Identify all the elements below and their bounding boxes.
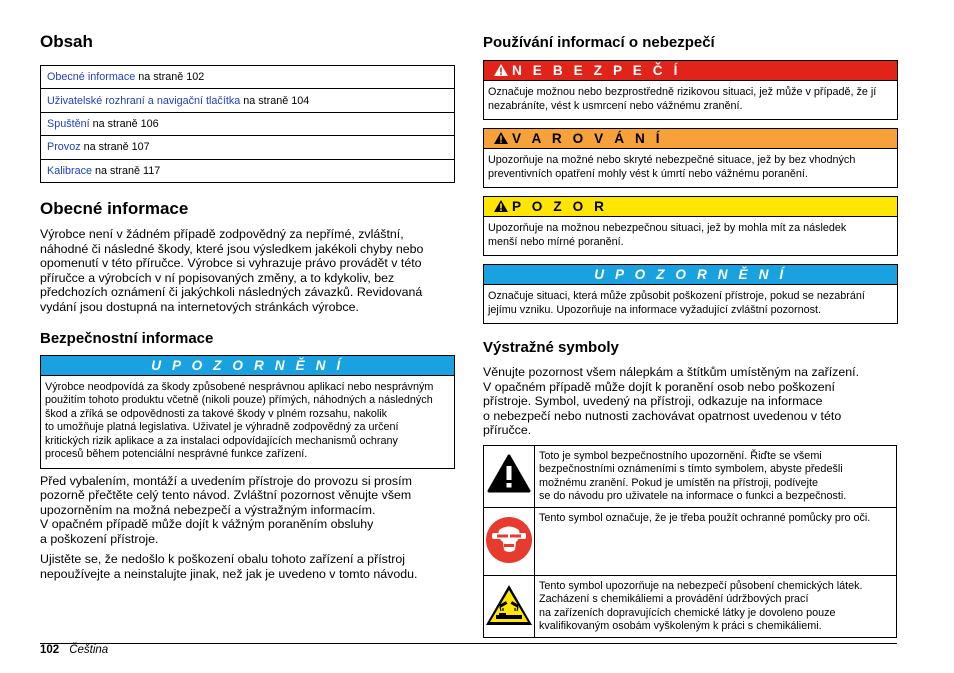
toc-row: [41, 89, 455, 112]
toc-page-ref: na straně 107: [80, 141, 150, 154]
text-line: Tento symbol označuje, že je třeba použít ochranné pomůcky pro oči.: [539, 512, 871, 525]
text-line: kvalifikovaným osobám vyškoleným k práci s chemikáliemi.: [539, 620, 822, 633]
symbol-row: [484, 445, 897, 507]
text-line: Označuje možnou nebo bezprostředně rizikovou situaci, jež může v případě, že jí: [488, 86, 877, 98]
left-column: [40, 30, 455, 582]
text-line: bezpečnostními oznámeními s tímto symbolem, abyste předešli: [539, 463, 843, 476]
toc-link[interactable]: Provoz: [47, 141, 81, 154]
text-line: jejímu vzniku. Upozorňuje na informace vyžadující zvláštní pozornost.: [488, 303, 822, 316]
hazard-info-heading: Používání informací o nebezpečí: [483, 34, 715, 51]
toc-page-ref: na straně 104: [240, 94, 310, 107]
caution-label: [484, 197, 897, 216]
text-line: Označuje situaci, která může způsobit poškození přístroje, pokud se nezabrání: [488, 290, 865, 302]
packaging-paragraph: [40, 552, 455, 581]
general-info-heading: Obecné informace: [40, 198, 189, 218]
right-column: [483, 30, 897, 638]
text-line: Zacházení s chemikáliemi a provádění údržbových prací: [539, 593, 809, 606]
symbol-row: [484, 508, 897, 576]
text-line: přístroje. Symbol, uvedený na přístroji, odkazuje na informace: [483, 394, 823, 409]
caution-box: [483, 196, 898, 256]
warning-triangle-icon: [494, 132, 508, 144]
text-line: nepoužívejte a neinstalujte jinak, než jak je uvedeno v tomto návodu.: [40, 567, 418, 582]
text-line: škod a zříká se odpovědnosti za takové škody v plném rozsahu, nakolik: [45, 407, 388, 420]
text-line: možnému zranění. Pokud je umístěn na přístroji, podívejte: [539, 476, 819, 489]
text-line: Výrobce není v žádném případě zodpovědný za nepřímé, zvláštní,: [40, 226, 404, 241]
footer-language: Čeština: [69, 644, 109, 656]
toc-row: [41, 66, 455, 89]
unpack-paragraph: [40, 474, 455, 547]
text-line: Před vybalením, montáží a uvedením přístroje do provozu si prosím: [40, 473, 412, 488]
text-line: příručce a výrobcích v ní popisovaných změny, a to kdykoliv, bez: [40, 270, 395, 285]
text-line: Ujistěte se, že nedošlo k poškození obalu tohoto zařízení a přístroj: [40, 552, 406, 567]
text-line: Toto je symbol bezpečnostního upozornění. Řiďte se všemi: [539, 449, 822, 462]
toc-link[interactable]: Kalibrace: [47, 164, 93, 177]
symbol-row: [484, 576, 897, 638]
notice-box: [483, 264, 898, 324]
footer-divider: [40, 643, 897, 644]
text-line: kritických rizik aplikace a za instalaci odpovídajících mechanismů ochrany: [45, 434, 398, 447]
danger-label-text: N E B E Z P E Č Í: [512, 63, 681, 78]
text-line: Tento symbol upozorňuje na nebezpečí působení chemických látek.: [539, 580, 863, 593]
text-line: upozorněním na možná nebezpečí a výstražným informacím.: [40, 502, 376, 517]
text-line: na zařízeních dopravujících chemické látky je dovoleno pouze: [539, 606, 836, 619]
symbol-description: [535, 576, 897, 638]
exclamation-warning-icon: [487, 454, 531, 494]
warning-label-text: V A R O V Á N Í: [512, 131, 664, 146]
text-line: se do návodu pro uživatele na informace o funkci a bezpečnosti.: [539, 489, 847, 502]
text-line: Výrobce neodpovídá za škody způsobené nesprávnou aplikací nebo nesprávným: [45, 380, 434, 393]
text-line: nezabráníte, vést k usmrcení nebo vážnému zranění.: [488, 99, 743, 112]
toc-link[interactable]: Uživatelské rozhraní a navigační tlačítka: [47, 94, 241, 107]
caution-text: [484, 216, 897, 255]
toc-row: [41, 136, 455, 159]
protective-eyewear-icon: [485, 516, 533, 564]
text-line: opomenutí v této příručce. Výrobce si vyhrazuje právo provádět v této: [40, 256, 422, 271]
toc-page-ref: na straně 117: [92, 164, 161, 177]
danger-box: [483, 60, 898, 120]
notice-box: [40, 355, 455, 469]
text-line: Upozorňuje na možnou nebezpečnou situaci, jež by mohla mít za následek: [488, 222, 847, 234]
safety-info-heading: Bezpečnostní informace: [40, 329, 214, 347]
text-line: vydání jsou dostupná na internetových stránkách výrobce.: [40, 299, 359, 314]
notice-text: [41, 375, 454, 468]
general-info-text: [40, 227, 455, 315]
caution-label-text: P O Z O R: [512, 199, 608, 214]
warning-symbols-heading: Výstražné symboly: [483, 339, 619, 356]
page-number: 102: [40, 644, 60, 656]
text-line: Věnujte pozornost všem nálepkám a štítkům umístěným na zařízení.: [483, 365, 860, 379]
toc-row: [41, 112, 455, 135]
notice-label: U P O Z O R N Ě N Í: [41, 356, 454, 375]
symbols-intro-text: [483, 365, 897, 438]
notice-label: U P O Z O R N Ě N Í: [484, 265, 897, 284]
text-line: příručce.: [483, 423, 532, 438]
toc-link[interactable]: Obecné informace: [47, 71, 136, 84]
text-line: V opačném případě může dojít k vážným poraněním obsluhy: [40, 517, 374, 532]
danger-label: [484, 61, 897, 80]
warning-triangle-icon: [494, 64, 508, 76]
page-footer: [40, 644, 108, 656]
toc-row: [41, 159, 455, 182]
toc-page-ref: na straně 106: [89, 117, 159, 130]
text-line: o nebezpečí nebo nutnosti zachovávat opatrnost uvedenou v této: [483, 408, 842, 423]
text-line: Upozorňuje na možné nebo skryté nebezpečné situace, jež by bez vhodných: [488, 154, 856, 166]
danger-text: [484, 80, 897, 119]
text-line: menší nebo mírné poranění.: [488, 235, 624, 248]
warning-triangle-icon: [494, 200, 508, 212]
text-line: to umožňuje platná legislativa. Uživatel je výhradně zodpovědný za určení: [45, 421, 399, 434]
symbol-description: [535, 508, 897, 576]
text-line: předchozích oznámení či jakýchkoli následných závazků. Revidovaná: [40, 285, 423, 300]
warning-label: [484, 129, 897, 148]
text-line: použitím tohoto produktu včetně (nikoli pouze) přímých, náhodných a následných: [45, 394, 433, 407]
chemical-hazard-icon: [485, 584, 533, 626]
toc-link[interactable]: Spuštění: [47, 117, 90, 130]
text-line: náhodné či následné škody, které jsou výsledkem jakékoli chyby nebo: [40, 241, 424, 256]
symbol-description: [535, 445, 897, 507]
toc-page-ref: na straně 102: [135, 71, 205, 84]
warning-text: [484, 148, 897, 187]
text-line: pozorně přečtěte celý tento návod. Zvláštní pozornost věnujte všem: [40, 488, 412, 503]
toc-heading: Obsah: [40, 32, 93, 51]
symbols-table: [483, 445, 897, 638]
text-line: preventivních opatření mohly vést k úmrtí nebo vážnému poranění.: [488, 167, 808, 180]
table-of-contents: [40, 65, 455, 183]
text-line: a poškození přístroje.: [40, 531, 159, 546]
text-line: procesů během potenciální nesprávné funkce zařízení.: [45, 448, 308, 461]
text-line: V opačném případě může dojít k poranění osob nebo poškození: [483, 379, 835, 394]
warning-box: [483, 128, 898, 188]
notice-text: [484, 284, 897, 323]
